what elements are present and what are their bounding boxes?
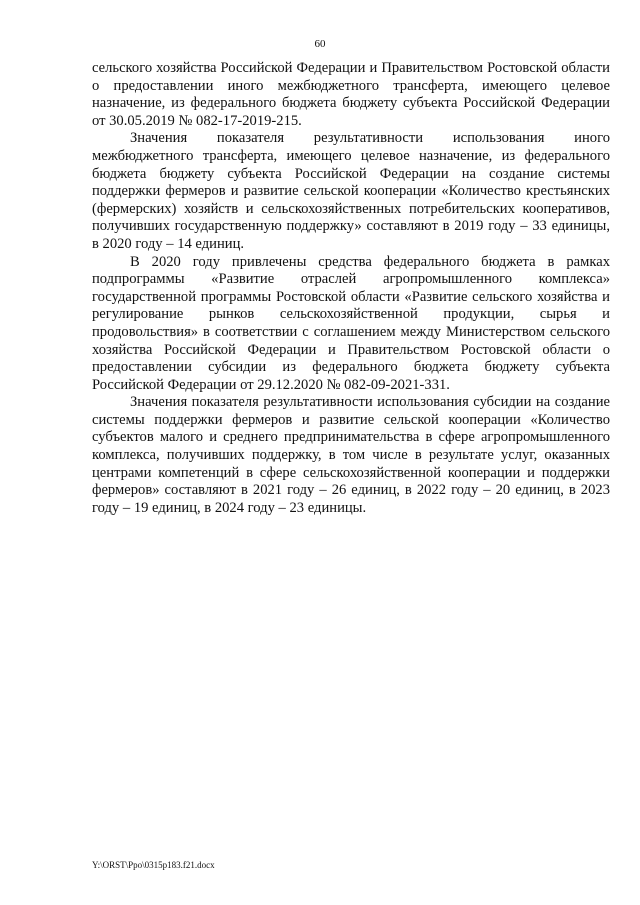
page-number: 60 [314,38,326,50]
paragraph-indicator-2021-2024: Значения показателя результативности использования субсидии на создание системы поддержки фермеров и развитие сельской кооперации «Количество субъектов малого и среднего предпринимательства в сфере агропромышленного комплекса, получивших поддержку, в том числе в результате услуг, оказанных центрами компетенций в сфере сельскохозяйственной кооперации и поддержки фермеров» составляют в 2021 году – 26 единиц, в 2022 году – 20 единиц, в 2023 году – 19 единиц, в 2024 году – 23 единицы. [92,394,610,516]
paragraph-indicator-2019-2020: Значения показателя результативности использования иного межбюджетного трансферта, имеющего целевое назначение, из федерального бюджета бюджету субъекта Российской Федерации на создание системы поддержки фермеров и развитие сельской кооперации «Количество крестьянских (фермерских) хозяйств и сельскохозяйственных потребительских кооперативов, получивших государственную поддержку» составляют в 2019 году – 33 единицы, в 2020 году – 14 единиц. [92,130,610,252]
footer-file-path: Y:\ORST\Ppo\0315p183.f21.docx [92,860,215,870]
document-body [92,60,610,517]
paragraph-continuation: сельского хозяйства Российской Федерации и Правительством Ростовской области о предоставлении иного межбюджетного трансферта, имеющего целевое назначение, из федерального бюджета бюджету субъекта Российской Федерации от 30.05.2019 № 082-17-2019-215. [92,60,610,129]
paragraph-federal-funds-2020: В 2020 году привлечены средства федерального бюджета в рамках подпрограммы «Развитие отраслей агропромышленного комплекса» государственной программы Ростовской области «Развитие сельского хозяйства и регулирование рынков сельскохозяйственной продукции, сырья и продовольствия» в соответствии с соглашением между Министерством сельского хозяйства Российской Федерации и Правительством Ростовской области о предоставлении субсидии из федерального бюджета бюджету субъекта Российской Федерации от 29.12.2020 № 082-09-2021-331. [92,253,610,393]
